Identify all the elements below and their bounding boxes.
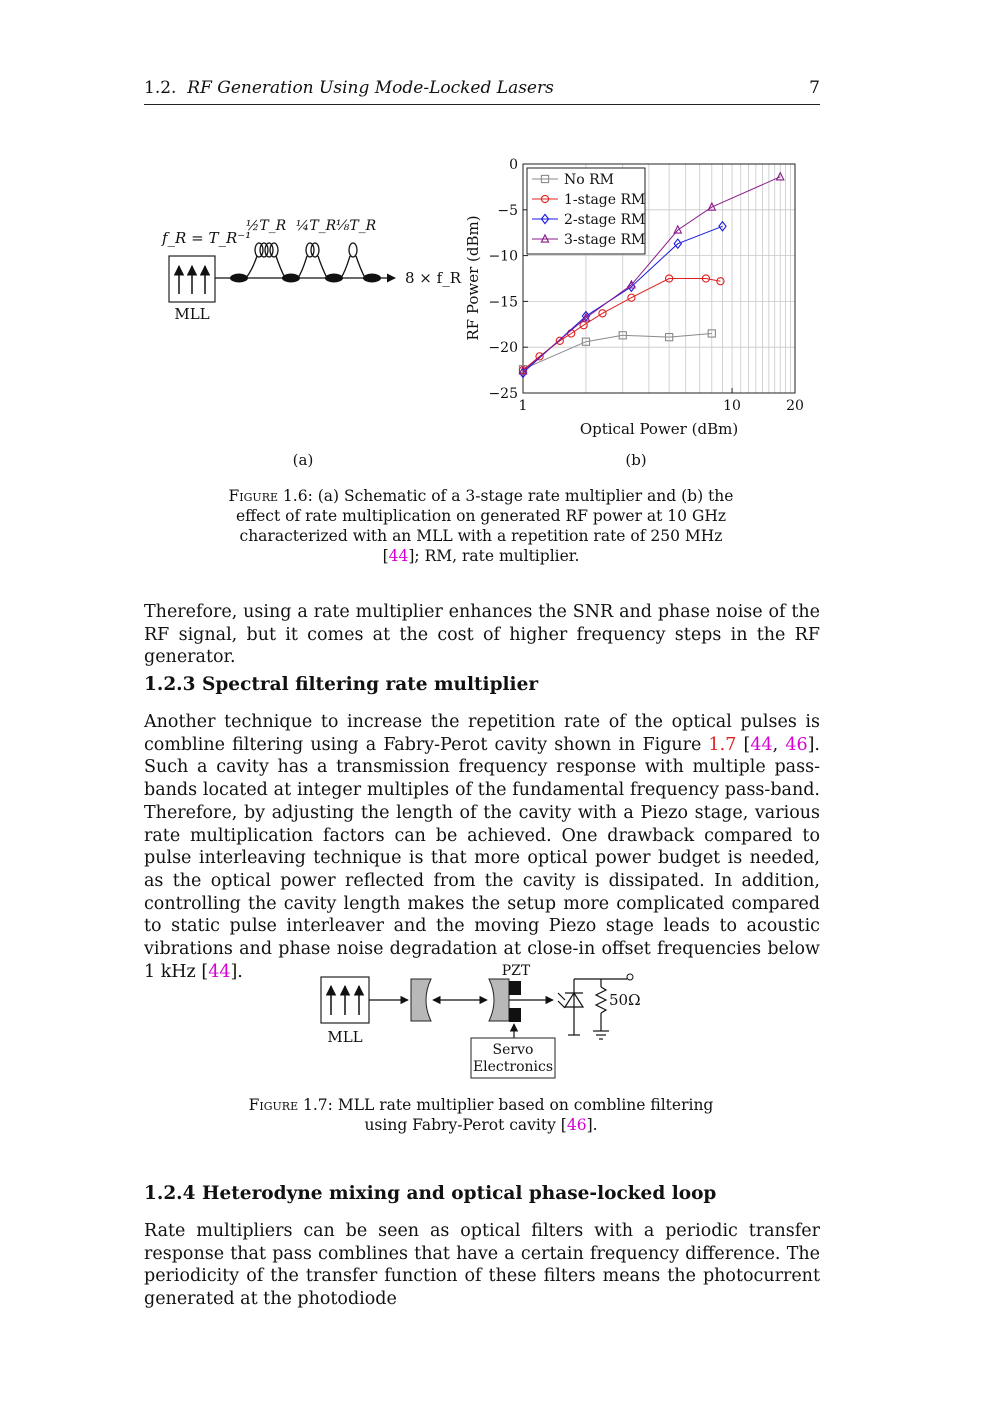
legend-label: 2-stage RM [564, 212, 646, 228]
section-heading-1-2-3 [144, 674, 538, 695]
panel-a-sublabel: (a) [292, 451, 314, 469]
running-head-section-number: 1.2. [144, 78, 177, 98]
paragraph-2-text: Another technique to increase the repetition rate of the optical pulses is combline filtering using a Fabry-Perot cavity shown in Figure [144, 712, 820, 755]
panel-b-sublabel: (b) [625, 451, 647, 469]
coupler-4 [363, 274, 381, 283]
servo-label-line-2: Electronics [472, 1059, 554, 1075]
x-axis-label: Optical Power (dBm) [579, 420, 739, 438]
x-tick-label: 1 [518, 398, 528, 414]
pzt-block-bottom [509, 1008, 521, 1022]
chart-legend [527, 168, 645, 254]
delay-loop-1 [246, 243, 285, 278]
section-heading-1-2-4 [144, 1183, 716, 1204]
mll-label: MLL [174, 305, 210, 323]
caption-label: Figure 1.7: [248, 1096, 333, 1114]
y-tick-label: −15 [488, 294, 518, 311]
paragraph-2 [144, 711, 820, 983]
stage-1-label: ½T_R [245, 218, 287, 234]
y-tick-label: −25 [488, 386, 518, 402]
y-tick-label: −20 [488, 340, 518, 357]
page-number: 7 [809, 78, 820, 98]
pzt-label: PZT [501, 963, 531, 979]
output-label: 8 × f_R [405, 269, 461, 287]
legend-label: 3-stage RM [564, 232, 646, 248]
resistor-label: 50Ω [609, 991, 641, 1009]
y-tick-label: 0 [509, 157, 518, 173]
coupler-3 [325, 274, 343, 283]
citation-link[interactable]: 46 [566, 1116, 587, 1134]
fr-label: f_R = T_R⁻¹ [162, 229, 252, 247]
delay-loop-3 [341, 243, 365, 278]
section-number: 1.2.4 [144, 1183, 196, 1204]
mll-label: MLL [327, 1028, 363, 1046]
caption-label: Figure 1.6: [228, 487, 313, 505]
paragraph-3: Rate multipliers can be seen as optical filters with a periodic transfer response that pass comblines that have a certain frequency difference. The periodicity of the transfer function of these filters means the photocurrent generated at the photodiode [144, 1221, 820, 1310]
figure-ref-link[interactable]: 1.7 [708, 734, 737, 755]
cavity-mirror-left-icon [411, 979, 431, 1021]
paragraph-2-text: ]. Such a cavity has a transmission frequency response with multiple pass-bands located at integer multiples of the fundamental frequency pass-band. Therefore, by adjusting the length of the cavity with a Piezo stage, various rate multiplication factors can be achieved. One drawback compared to pulse interleaving technique is that more optical power budget is needed, as the optical power reflected from the cavity is dissipated. In addition, controlling the cavity length makes the setup more complicated compared to static pulse interleaver and the moving Piezo stage leads to acoustic vibrations and phase noise degradation at close-in offset frequencies below 1 kHz [ [144, 734, 820, 982]
servo-label-line-1: Servo [492, 1042, 534, 1058]
rate-multiplier-schematic [161, 218, 462, 323]
x-tick-label: 20 [786, 398, 804, 414]
y-tick-label: −5 [497, 202, 518, 219]
x-axis-ticks [519, 388, 804, 414]
section-title: Spectral filtering rate multiplier [202, 674, 539, 695]
y-axis-label: RF Power (dBm) [464, 215, 482, 341]
citation-link[interactable]: 44 [388, 547, 409, 565]
x-tick-label: 10 [723, 398, 741, 414]
series-1-stage-rm [519, 275, 724, 374]
section-number: 1.2.3 [144, 674, 196, 695]
figure-1-7-caption [226, 1095, 736, 1135]
y-tick-label: −10 [488, 248, 518, 265]
paragraph-2-text: ]. [230, 961, 243, 982]
output-terminal [627, 974, 633, 980]
paragraph-2-text: [ [736, 734, 751, 755]
photodiode-icon [558, 979, 583, 1035]
stage-3-label: ⅛T_R [335, 218, 377, 234]
figure-1-7 [0, 955, 1000, 1085]
figure-1-6-caption [226, 486, 736, 566]
section-title: Heterodyne mixing and optical phase-locked loop [202, 1183, 717, 1204]
running-head-section-title: RF Generation Using Mode-Locked Lasers [187, 78, 554, 98]
citation-link[interactable]: 44 [208, 961, 231, 982]
legend-label: 1-stage RM [564, 192, 646, 208]
citation-link[interactable]: 44 [750, 734, 773, 755]
paragraph-2-text: , [772, 734, 786, 755]
paragraph-1: Therefore, using a rate multiplier enhances the SNR and phase noise of the RF signal, but it comes at the cost of higher frequency steps in the RF generator. [144, 602, 820, 668]
caption-text: (a) Schematic of a 3-stage rate multiplier and (b) the effect of rate multiplication on generated RF power at 10 GHz characterized with an MLL with a repetition rate of 250 MHz [ [235, 487, 734, 565]
cavity-mirror-right-icon [489, 979, 509, 1021]
coupler-1 [230, 274, 248, 283]
stage-2-label: ¼T_R [295, 218, 337, 234]
citation-link[interactable]: 46 [785, 734, 808, 755]
caption-text-end: ]. [586, 1116, 598, 1134]
series-line [523, 334, 712, 370]
resistor-icon [593, 979, 609, 1039]
delay-loop-2 [298, 243, 327, 278]
rf-power-chart [464, 157, 804, 438]
legend-label: No RM [564, 172, 615, 188]
pzt-block-top [509, 981, 521, 995]
caption-text-end: ]; RM, rate multiplier. [408, 547, 580, 565]
caption-text: MLL rate multiplier based on combline filtering using Fabry-Perot cavity [ [337, 1096, 714, 1134]
